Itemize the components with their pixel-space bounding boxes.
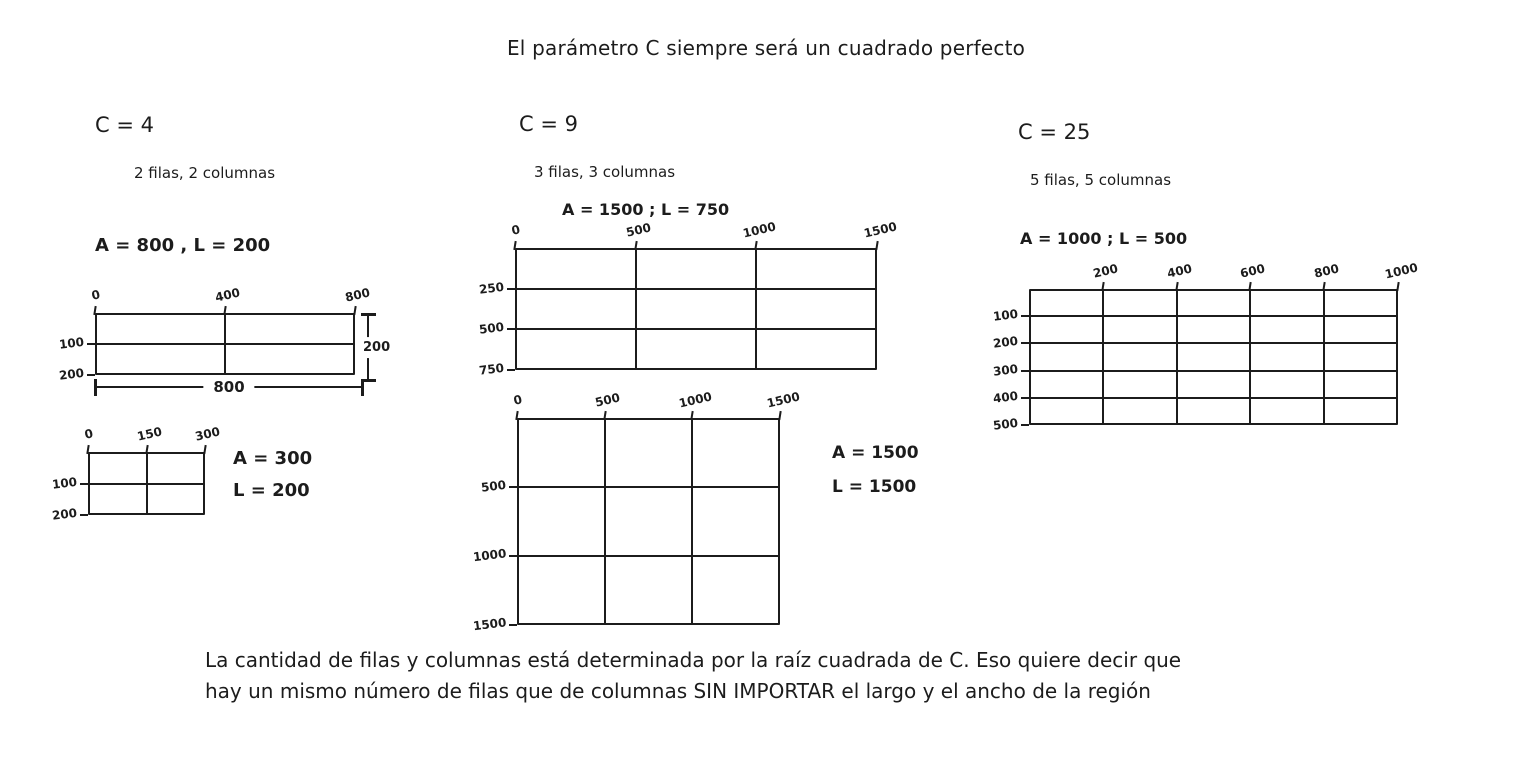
y-tick-label: 500 [480,477,507,495]
c9-params-label: A = 1500 ; L = 750 [562,200,730,219]
y-tick-mark [1021,342,1029,344]
c25-subtitle: 5 filas, 5 columnas [1030,171,1172,189]
y-tick-label: 200 [992,334,1019,352]
x-tick-label: 1000 [741,219,778,241]
grid-column-line [604,418,606,625]
x-tick-label: 0 [90,287,102,303]
grid-frame [1029,289,1398,425]
x-tick-mark [875,241,878,250]
y-tick-mark [80,514,88,516]
grid-column-line [1323,289,1325,425]
c25-grid [992,260,1420,433]
y-tick-mark [507,369,515,371]
x-tick-label: 400 [213,285,242,305]
grid-row-line [1029,370,1398,372]
y-tick-mark [507,288,515,290]
c9-square-grid-length-label: L = 1500 [832,477,917,497]
y-tick-label: 400 [992,388,1019,406]
y-tick-mark [80,483,88,485]
y-tick-label: 200 [51,505,78,523]
y-tick-mark [509,486,517,488]
c4-small-grid [51,424,222,523]
x-tick-label: 600 [1239,261,1267,281]
x-tick-label: 500 [593,390,621,410]
y-tick-mark [509,624,517,626]
grid-row-line [1029,397,1398,399]
y-tick-mark [87,343,95,345]
y-tick-label: 100 [58,334,85,352]
footer-note-line1: La cantidad de filas y columnas está determinada por la raíz cuadrada de C. Eso quiere decir que [205,648,1182,672]
page-title: El parámetro C siempre será un cuadrado perfecto [506,36,1026,60]
x-tick-label: 0 [83,426,95,442]
x-tick-label: 1000 [677,389,714,411]
c4-height-dimension-label: 200 [362,337,391,358]
x-tick-label: 500 [624,220,652,240]
grid-column-line [635,248,637,370]
c4-params-label: A = 800 , L = 200 [95,235,271,256]
x-tick-label: 800 [343,285,372,305]
x-tick-label: 1500 [862,219,899,241]
x-tick-label: 1000 [1383,260,1420,282]
y-tick-mark [1021,370,1029,372]
grid-column-line [1102,289,1104,425]
c4-width-dimension-label: 800 [203,378,254,396]
footer-note [205,645,1181,707]
y-tick-mark [1021,424,1029,426]
x-tick-label: 150 [135,424,163,444]
grid-row-line [517,486,780,488]
c9-square-grid-area-label: A = 1500 [832,443,919,463]
y-tick-label: 250 [478,279,505,297]
grid-row-line [515,328,877,330]
y-tick-label: 500 [478,320,505,338]
x-tick-label: 800 [1312,261,1341,281]
c4-subtitle: 2 filas, 2 columnas [134,164,276,182]
c9-subtitle: 3 filas, 3 columnas [534,163,676,181]
x-tick-mark [778,411,781,420]
c9-square-grid [471,389,802,634]
y-tick-mark [507,328,515,330]
c9-wide-grid [478,219,899,378]
x-tick-label: 300 [193,424,222,444]
x-tick-label: 1500 [765,389,802,411]
grid-frame [515,248,877,370]
c4-small-grid-length-label: L = 200 [233,480,310,501]
y-tick-mark [87,374,95,376]
y-tick-mark [509,555,517,557]
c4-height-dimension-bracket [361,313,391,382]
y-tick-label: 750 [478,360,505,378]
grid-row-line [95,343,355,345]
y-tick-label: 100 [992,307,1019,324]
x-tick-label: 400 [1165,261,1193,281]
y-tick-label: 200 [58,365,85,383]
grid-row-line [1029,342,1398,344]
grid-column-line [1249,289,1251,425]
c4-small-grid-area-label: A = 300 [233,448,313,469]
y-tick-label: 300 [992,361,1019,379]
x-tick-label: 200 [1091,261,1120,281]
c4-main-grid [58,285,372,383]
x-tick-mark [203,445,206,454]
y-tick-label: 1500 [471,615,507,634]
grid-column-line [691,418,693,625]
grid-column-line [1176,289,1178,425]
y-tick-mark [1021,397,1029,399]
footer-note-line2: hay un mismo número de filas que de columnas SIN IMPORTAR el largo y el ancho de la región [205,679,1151,703]
x-tick-mark [1396,282,1399,291]
grid-row-line [88,483,205,485]
c9-heading: C = 9 [519,112,578,136]
c4-width-dimension-bracket [94,379,364,396]
c25-params-label: A = 1000 ; L = 500 [1020,229,1188,248]
y-tick-label: 500 [992,415,1019,433]
grid-row-line [1029,315,1398,317]
y-tick-mark [1021,315,1029,317]
x-tick-mark [353,306,356,315]
grid-column-line [755,248,757,370]
y-tick-label: 100 [51,474,78,492]
y-tick-label: 1000 [471,546,507,565]
grid-row-line [517,555,780,557]
x-tick-label: 0 [510,222,522,238]
grid-row-line [515,288,877,290]
c4-heading: C = 4 [95,113,154,137]
grid-frame [517,418,780,625]
c25-heading: C = 25 [1018,120,1091,144]
x-tick-label: 0 [512,392,524,408]
